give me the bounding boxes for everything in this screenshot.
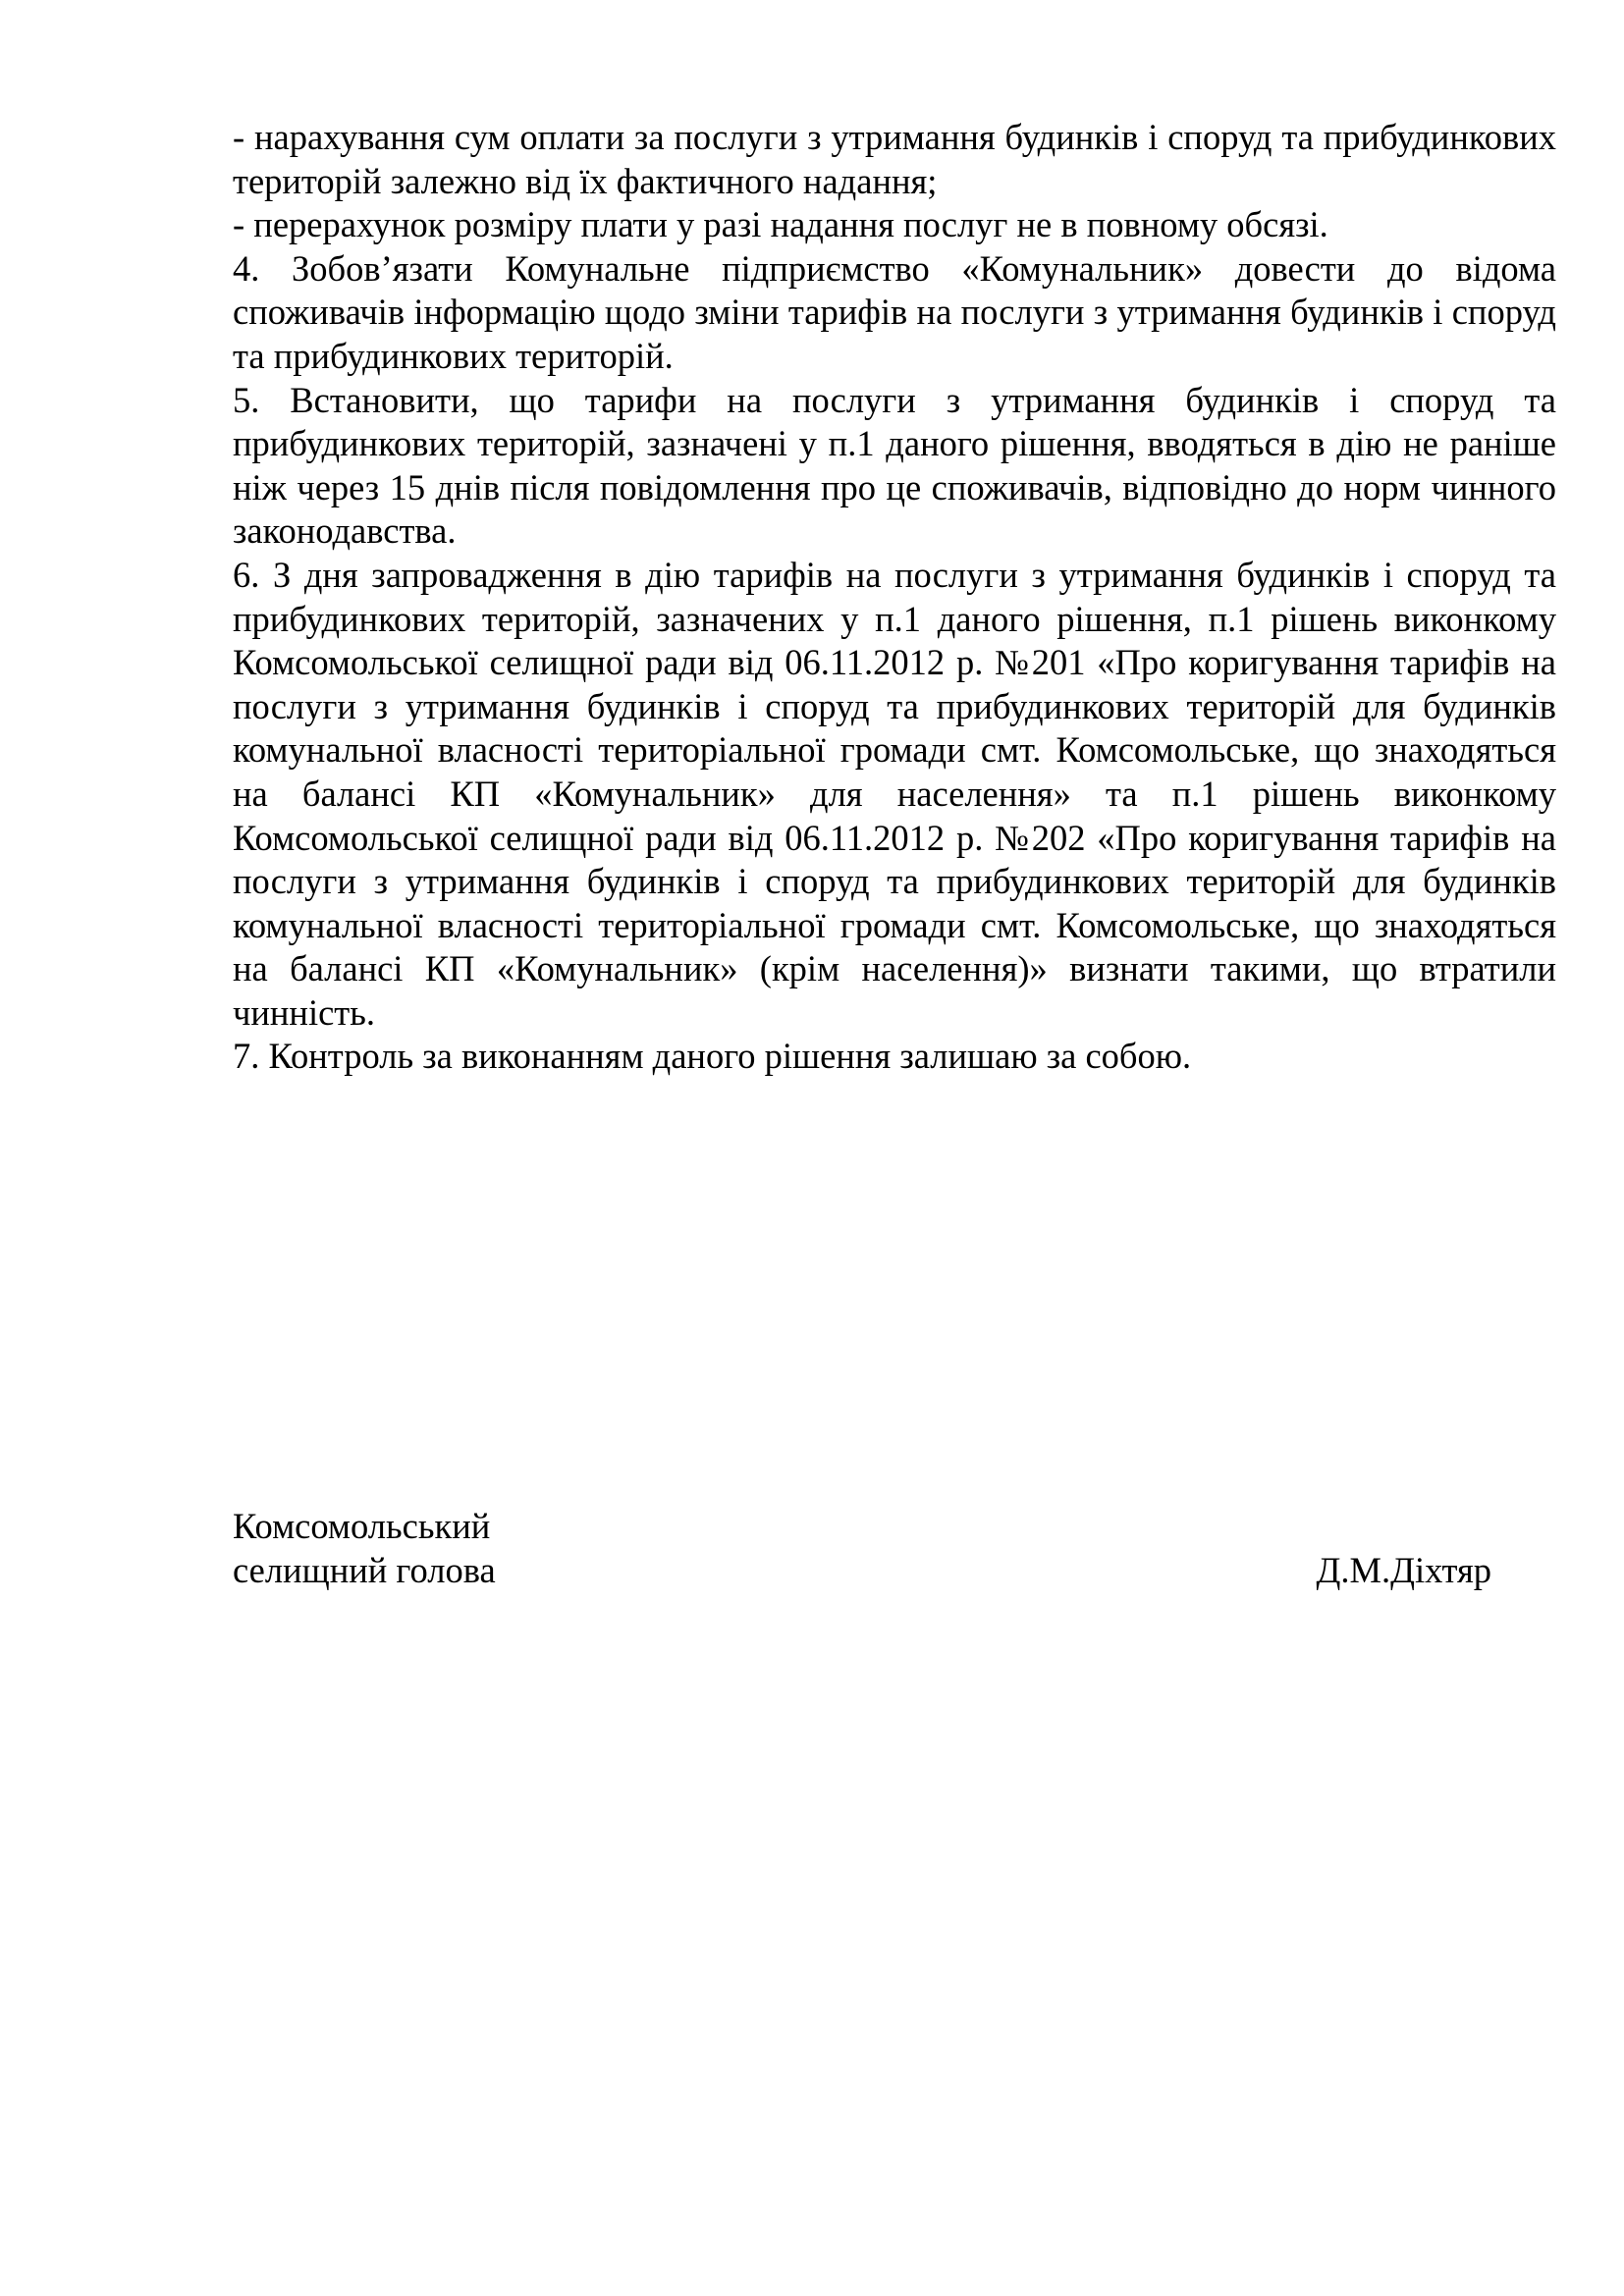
signature-row	[233, 1548, 1491, 1592]
signature-block	[233, 1504, 1491, 1592]
paragraph-accrual: - нарахування сум оплати за послуги з утримання будинків і споруд та прибудинкових територій залежно від їх фактичного надання;	[233, 117, 1556, 201]
signature-title-line2: селищний голова	[233, 1550, 496, 1590]
paragraph-recalculation: - перерахунок розміру плати у разі надання послуг не в повному обсязі.	[233, 204, 1328, 245]
paragraph-item-5: 5. Встановити, що тарифи на послуги з утримання будинків і споруд та прибудинкових територій, зазначені у п.1 даного рішення, вводяться в дію не раніше ніж через 15 днів після повідомлення про це споживачів, відповідно до норм чинного законодавства.	[233, 379, 1556, 552]
signatory-name: Д.М.Діхтяр	[1316, 1550, 1491, 1590]
paragraph-item-4: 4. Зобов’язати Комунальне підприємство «Комунальник» довести до відома споживачів інформацію щодо зміни тарифів на послуги з утримання будинків і споруд та прибудинкових територій.	[233, 247, 1556, 376]
paragraph-item-6: 6. З дня запровадження в дію тарифів на послуги з утримання будинків і споруд та прибудинкових територій, зазначених у п.1 даного рішення, п.1 рішень виконкому Комсомольської селищної ради від 06.11.2012 р. №201 «Про коригування тарифів на послуги з утримання будинків і споруд та прибудинкових територій для будинків комунальної власності територіальної громади смт. Комсомольське, що знаходяться на балансі КП «Комунальник» для населення» та п.1 рішень виконкому Комсомольської селищної ради від 06.11.2012 р. №202 «Про коригування тарифів на послуги з утримання будинків і споруд та прибудинкових територій для будинків комунальної власності територіальної громади смт. Комсомольське, що знаходяться на балансі КП «Комунальник» (крім населення)» визнати такими, що втратили чинність.	[233, 554, 1556, 1033]
document-body	[233, 116, 1556, 1079]
signature-title-line1: Комсомольський	[233, 1506, 491, 1546]
paragraph-item-7: 7. Контроль за виконанням даного рішення залишаю за собою.	[233, 1036, 1192, 1077]
